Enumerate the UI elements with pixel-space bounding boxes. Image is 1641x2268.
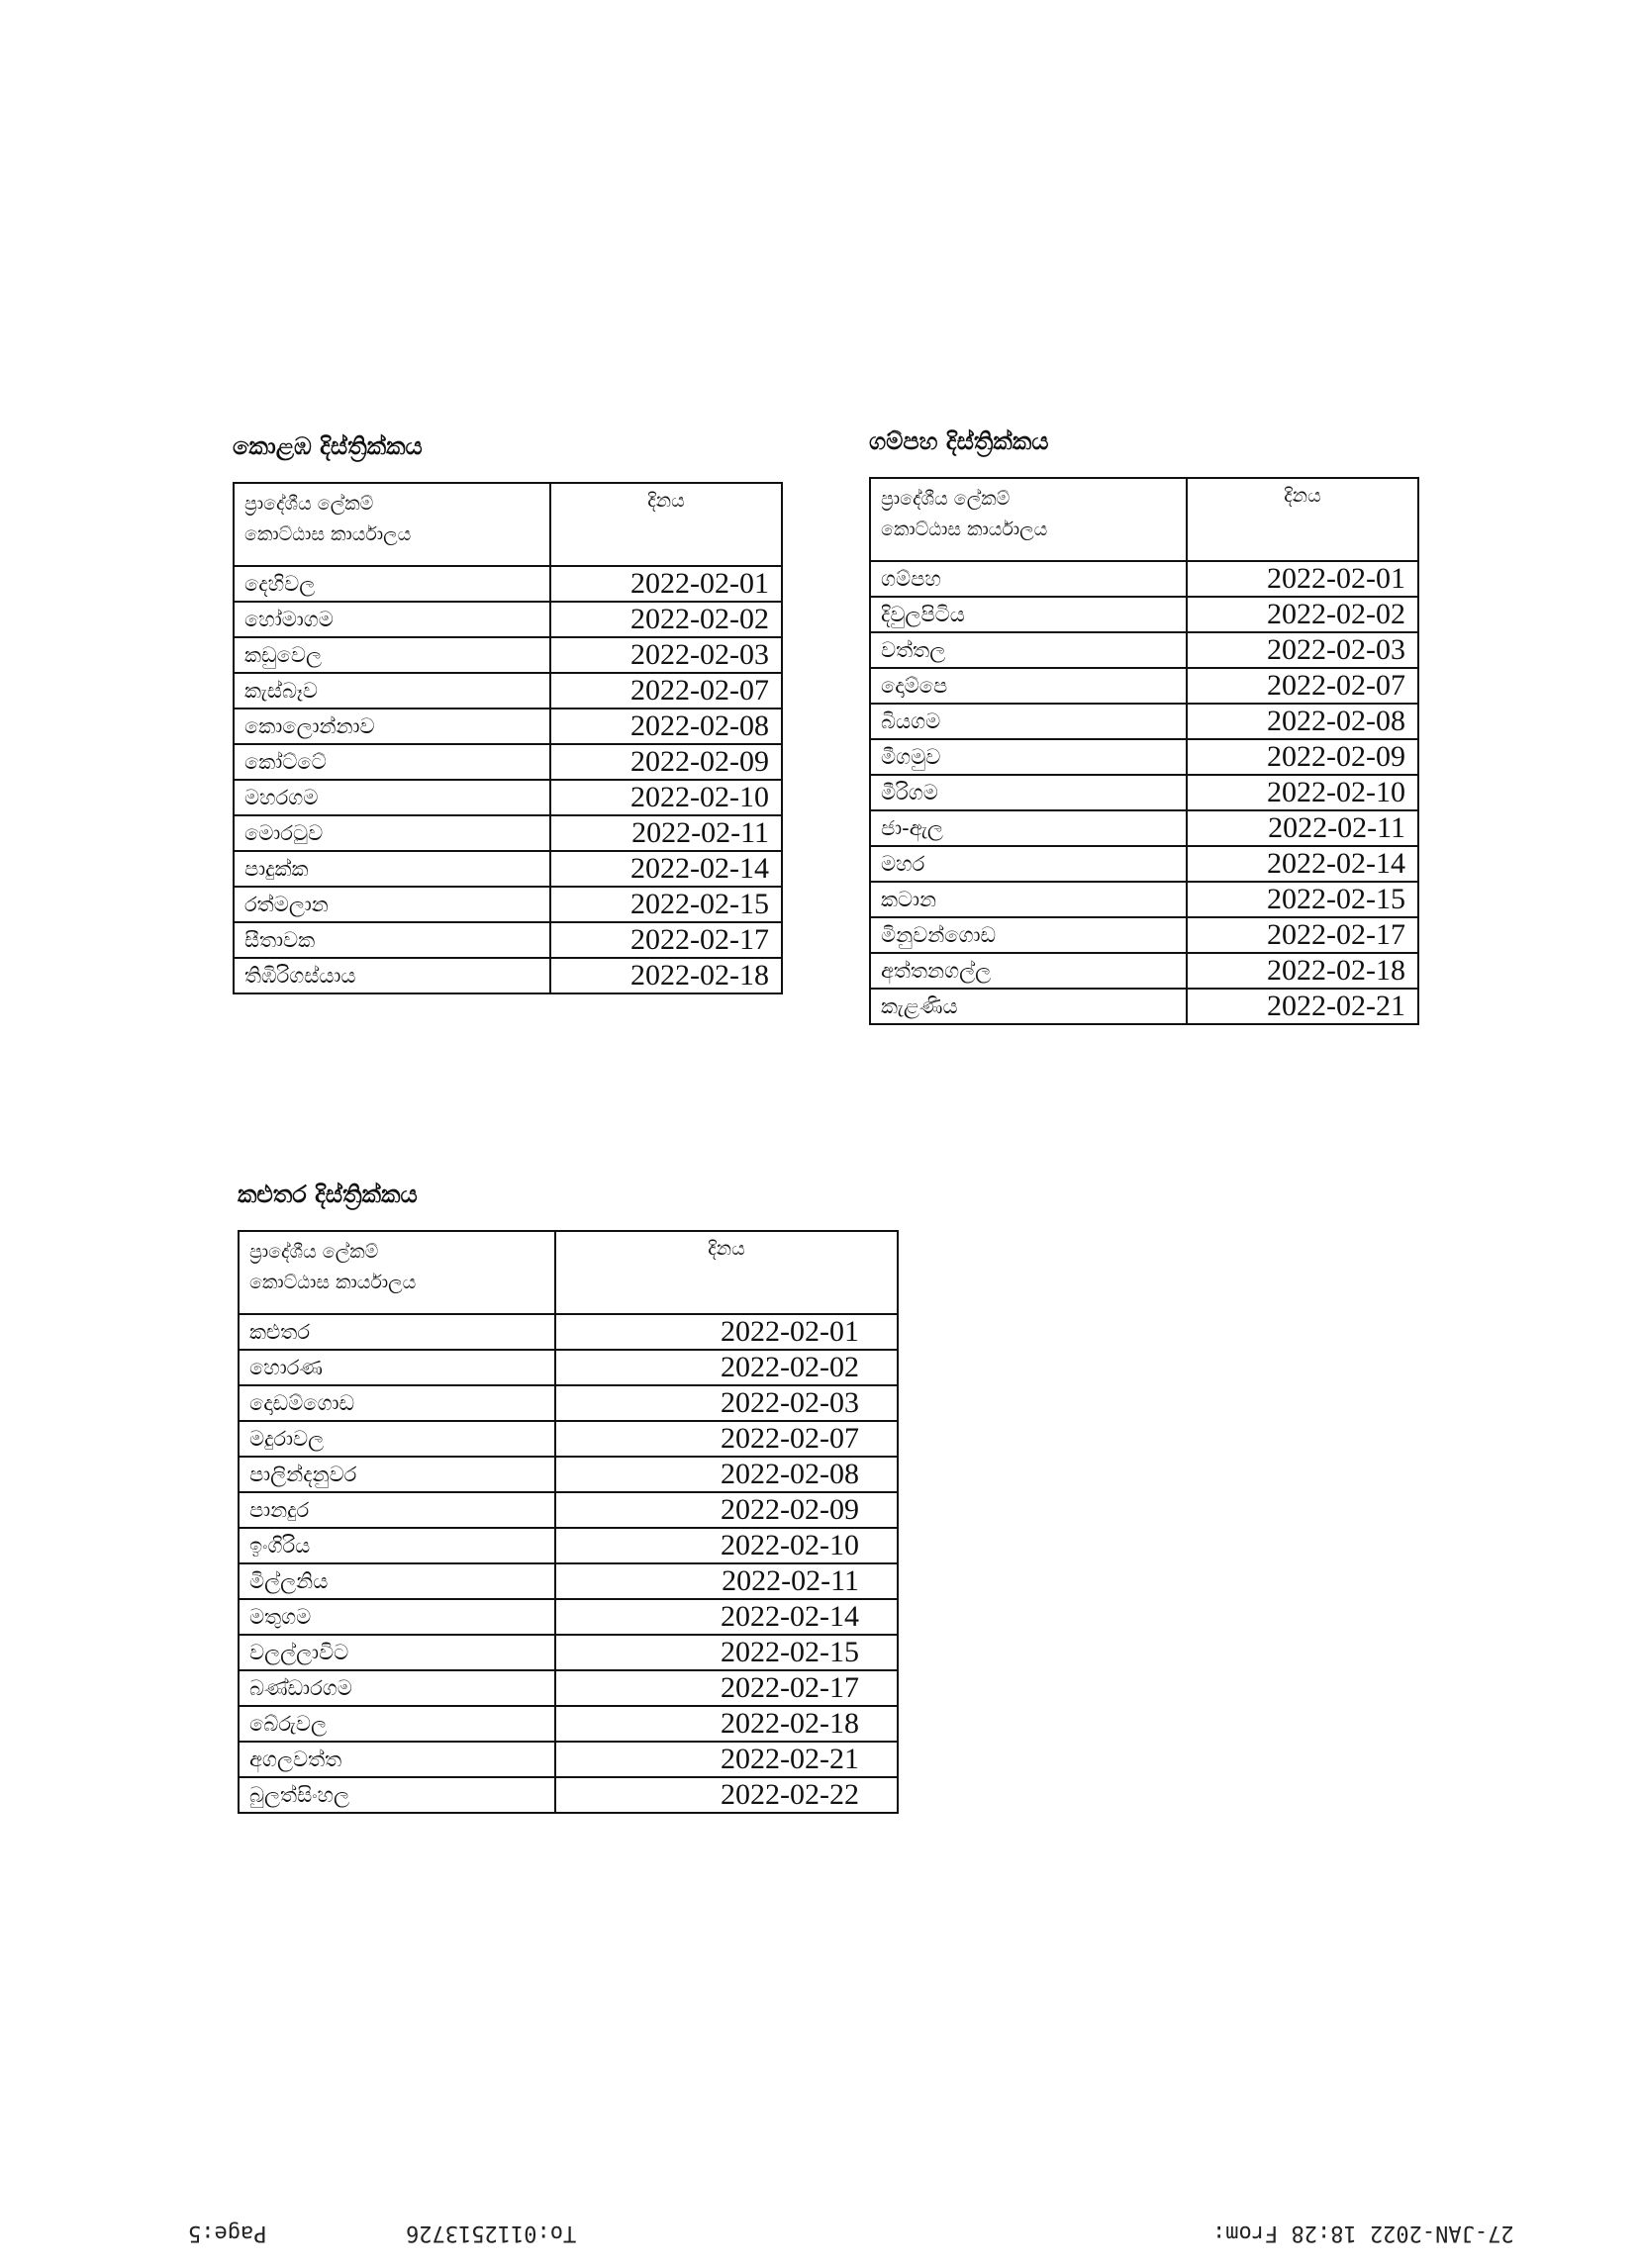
office-name: මදුරාවල [239, 1421, 555, 1457]
table-row [870, 953, 1418, 989]
office-name: කැස්බෑව [234, 673, 550, 709]
header-office [234, 483, 550, 566]
date-cell: 2022-02-08 [1187, 704, 1418, 739]
office-name: පාදුක්ක [234, 851, 550, 887]
table-row [239, 1599, 898, 1635]
office-name: දොම්පෙ [870, 668, 1187, 704]
date-cell: 2022-02-10 [1187, 775, 1418, 810]
date-cell: 2022-02-09 [1187, 739, 1418, 775]
table-row [234, 709, 782, 744]
date-cell: 2022-02-11 [555, 1563, 898, 1599]
office-name: අගලවත්ත [239, 1742, 555, 1777]
office-name: දොඩම්ගොඩ [239, 1385, 555, 1421]
office-name: දෙහිවල [234, 566, 550, 602]
table-row [234, 851, 782, 887]
office-name: සීතාවක [234, 922, 550, 958]
date-cell: 2022-02-07 [550, 673, 782, 709]
date-cell: 2022-02-17 [555, 1670, 898, 1706]
table-row [870, 597, 1418, 632]
table-row [234, 673, 782, 709]
office-name: කළුතර [239, 1314, 555, 1350]
date-cell: 2022-02-18 [1187, 953, 1418, 989]
table-row [234, 922, 782, 958]
table-row [239, 1492, 898, 1528]
office-name: බණ්ඩාරගම [239, 1670, 555, 1706]
table-row [870, 882, 1418, 917]
fax-recipient: To:0112513726 [406, 2221, 577, 2245]
table-row [234, 602, 782, 637]
date-cell: 2022-02-18 [550, 958, 782, 993]
district-block-colombo [233, 432, 783, 994]
date-cell: 2022-02-01 [555, 1314, 898, 1350]
office-name: ඉංගිරිය [239, 1528, 555, 1563]
table-row [870, 632, 1418, 668]
date-cell: 2022-02-11 [550, 815, 782, 851]
header-date-label: දිනය [708, 1238, 745, 1260]
table-row [870, 704, 1418, 739]
table-header-row [239, 1231, 898, 1314]
table-header-row [234, 483, 782, 566]
office-name: මීරිගම [870, 775, 1187, 810]
office-name: කඩුවෙල [234, 637, 550, 673]
date-cell: 2022-02-14 [1187, 846, 1418, 882]
office-name: බුලත්සිංහල [239, 1777, 555, 1813]
date-cell: 2022-02-10 [555, 1528, 898, 1563]
date-cell: 2022-02-17 [1187, 917, 1418, 953]
office-name: තිඹිරිගස්යාය [234, 958, 550, 993]
date-cell: 2022-02-02 [1187, 597, 1418, 632]
date-cell: 2022-02-07 [555, 1421, 898, 1457]
table-row [239, 1706, 898, 1742]
table-row [239, 1777, 898, 1813]
table-row [870, 775, 1418, 810]
office-name: හොරණ [239, 1350, 555, 1385]
table-row [870, 846, 1418, 882]
office-name: කෝට්ටේ [234, 744, 550, 780]
table-row [239, 1742, 898, 1777]
office-name: ජා-ඇල [870, 810, 1187, 846]
header-office-label: ප්‍රාදේශීය ලේකම් කොට්ඨාස කාර්යාලය [881, 488, 1048, 540]
table-row [870, 810, 1418, 846]
office-name: පානදුර [239, 1492, 555, 1528]
office-name: හෝමාගම [234, 602, 550, 637]
fax-sender-timestamp: 27-JAN-2022 18:28 From: [1212, 2221, 1514, 2245]
date-cell: 2022-02-08 [555, 1457, 898, 1492]
district-table-gampaha [869, 477, 1419, 1025]
date-cell: 2022-02-03 [1187, 632, 1418, 668]
date-cell: 2022-02-17 [550, 922, 782, 958]
fax-footer-from [1212, 2221, 1514, 2245]
table-row [234, 637, 782, 673]
table-row [234, 780, 782, 815]
office-name: මහරගම [234, 780, 550, 815]
table-row [239, 1457, 898, 1492]
header-office [870, 478, 1187, 561]
office-name: වත්තල [870, 632, 1187, 668]
office-name: අත්තනගල්ල [870, 953, 1187, 989]
fax-footer-to [406, 2221, 576, 2245]
date-cell: 2022-02-03 [555, 1385, 898, 1421]
office-name: ගම්පහ [870, 561, 1187, 597]
office-name: පාලින්දනුවර [239, 1457, 555, 1492]
table-row [239, 1563, 898, 1599]
office-name: මිනුවන්ගොඩ [870, 917, 1187, 953]
table-row [870, 917, 1418, 953]
table-row [870, 561, 1418, 597]
table-row [870, 739, 1418, 775]
office-name: බියගම [870, 704, 1187, 739]
date-cell: 2022-02-18 [555, 1706, 898, 1742]
header-date-label: දිනය [647, 490, 685, 512]
date-cell: 2022-02-15 [555, 1635, 898, 1670]
table-row [239, 1635, 898, 1670]
date-cell: 2022-02-21 [555, 1742, 898, 1777]
district-block-kalutara [238, 1181, 899, 1814]
office-name: රත්මලාන [234, 887, 550, 922]
office-name: මතුගම [239, 1599, 555, 1635]
table-row [239, 1350, 898, 1385]
date-cell: 2022-02-02 [555, 1350, 898, 1385]
table-row [239, 1670, 898, 1706]
header-office-label: ප්‍රාදේශීය ලේකම් කොට්ඨාස කාර්යාලය [244, 493, 412, 545]
date-cell: 2022-02-08 [550, 709, 782, 744]
table-row [234, 815, 782, 851]
office-name: මහර [870, 846, 1187, 882]
date-cell: 2022-02-14 [555, 1599, 898, 1635]
header-date [550, 483, 782, 566]
date-cell: 2022-02-22 [555, 1777, 898, 1813]
date-cell: 2022-02-03 [550, 637, 782, 673]
district-title: කොළඹ දිස්ත්‍රික්කය [233, 432, 423, 460]
table-row [239, 1421, 898, 1457]
date-cell: 2022-02-01 [550, 566, 782, 602]
date-cell: 2022-02-21 [1187, 989, 1418, 1024]
office-name: කැළණිය [870, 989, 1187, 1024]
office-name: මිල්ලනිය [239, 1563, 555, 1599]
office-name: වලල්ලාවිට [239, 1635, 555, 1670]
header-date [1187, 478, 1418, 561]
date-cell: 2022-02-14 [550, 851, 782, 887]
date-cell: 2022-02-07 [1187, 668, 1418, 704]
office-name: බේරුවල [239, 1706, 555, 1742]
office-name: දිවුලපිටිය [870, 597, 1187, 632]
fax-page-number: Page:5 [188, 2221, 267, 2245]
office-name: මොරටුව [234, 815, 550, 851]
date-cell: 2022-02-02 [550, 602, 782, 637]
table-row [870, 668, 1418, 704]
table-row [234, 744, 782, 780]
fax-footer-page [188, 2221, 266, 2245]
table-row [239, 1314, 898, 1350]
header-office [239, 1231, 555, 1314]
table-row [234, 887, 782, 922]
district-block-gampaha [869, 427, 1419, 1025]
office-name: මීගමුව [870, 739, 1187, 775]
district-table-colombo [233, 482, 783, 994]
header-date-label: දිනය [1284, 485, 1321, 507]
table-header-row [870, 478, 1418, 561]
district-table-kalutara [238, 1230, 899, 1814]
header-date [555, 1231, 898, 1314]
date-cell: 2022-02-09 [555, 1492, 898, 1528]
table-row [870, 989, 1418, 1024]
date-cell: 2022-02-15 [1187, 882, 1418, 917]
date-cell: 2022-02-01 [1187, 561, 1418, 597]
table-row [234, 566, 782, 602]
table-row [234, 958, 782, 993]
date-cell: 2022-02-09 [550, 744, 782, 780]
date-cell: 2022-02-11 [1187, 810, 1418, 846]
district-title: කළුතර දිස්ත්‍රික්කය [238, 1181, 418, 1208]
date-cell: 2022-02-10 [550, 780, 782, 815]
office-name: කොලොන්නාව [234, 709, 550, 744]
header-office-label: ප්‍රාදේශීය ලේකම් කොට්ඨාස කාර්යාලය [249, 1241, 417, 1293]
district-title: ගම්පහ දිස්ත්‍රික්කය [869, 427, 1049, 455]
table-row [239, 1528, 898, 1563]
office-name: කටාන [870, 882, 1187, 917]
table-row [239, 1385, 898, 1421]
date-cell: 2022-02-15 [550, 887, 782, 922]
